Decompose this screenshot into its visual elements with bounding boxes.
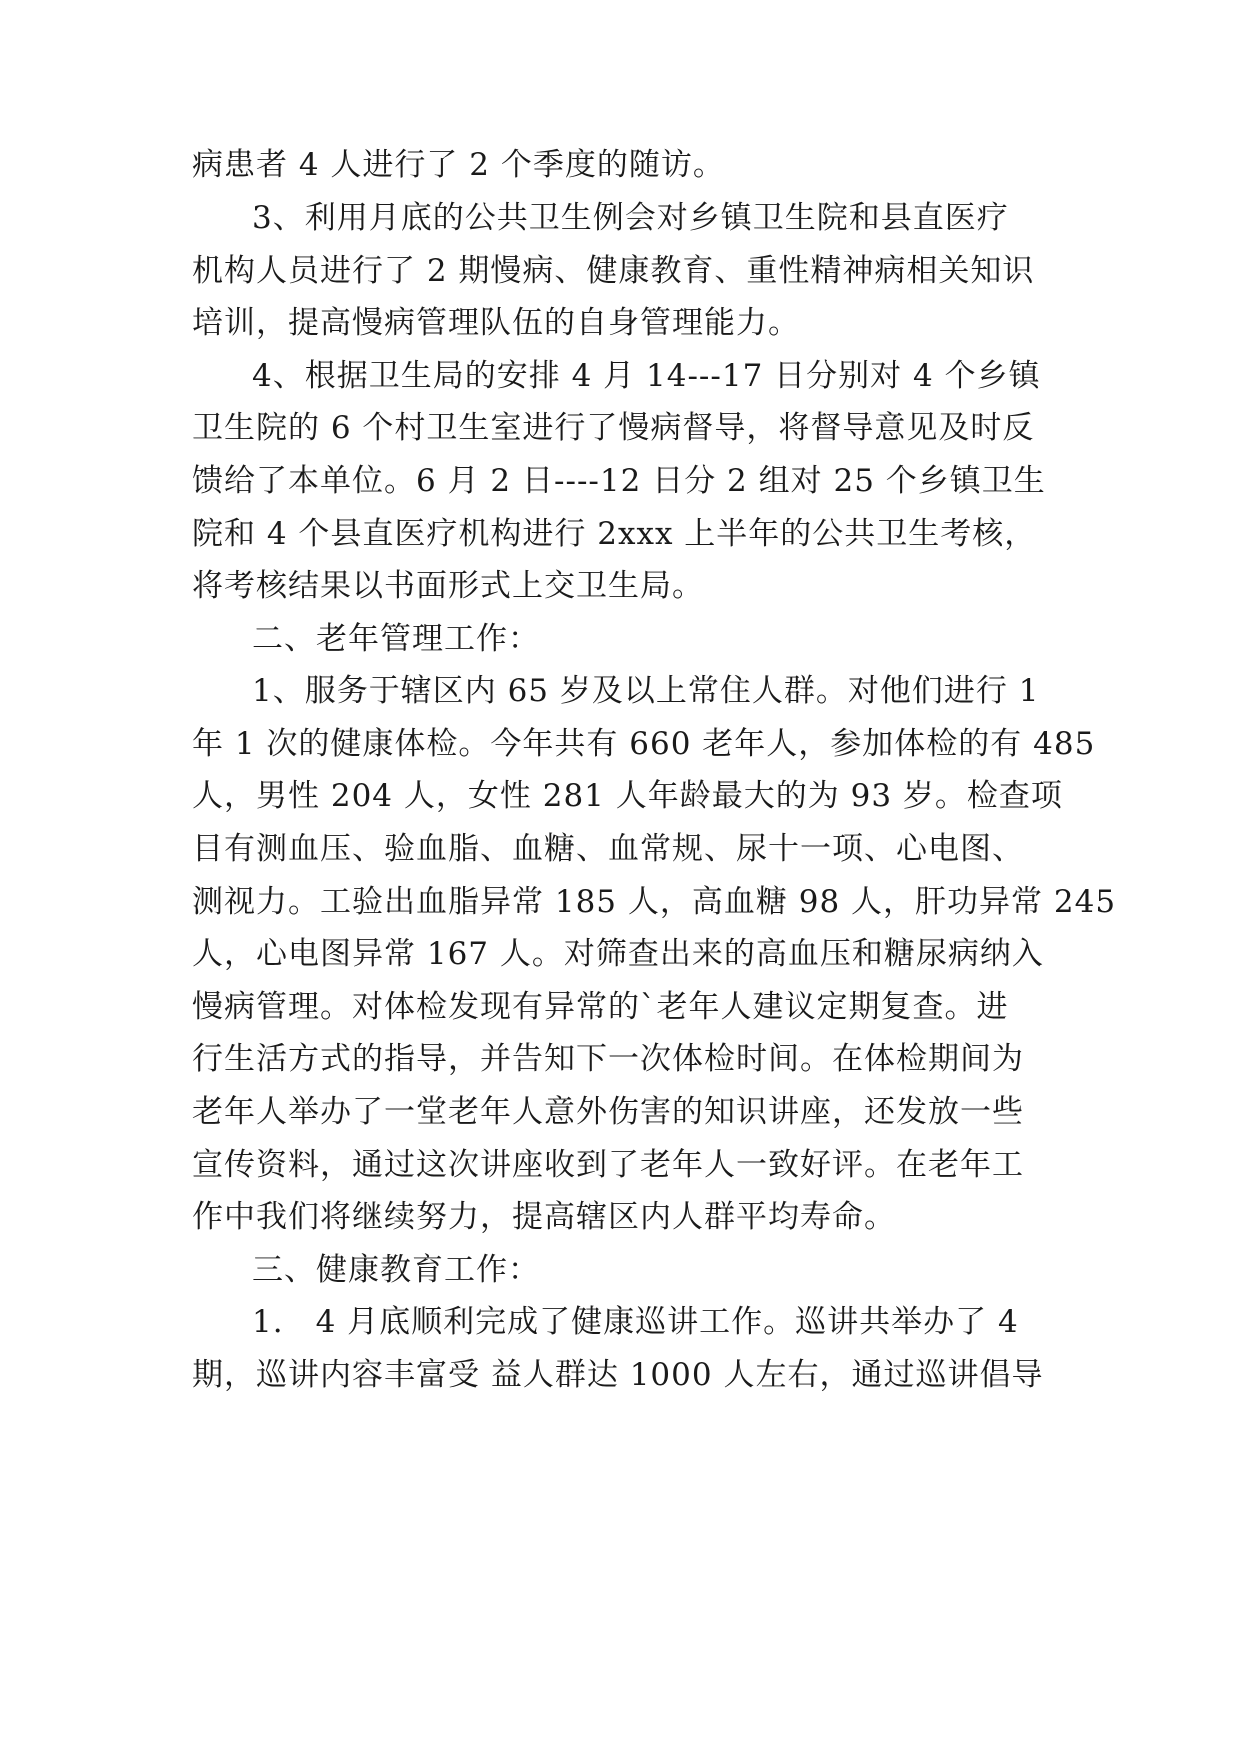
body-text-line: 院和 4 个县直医疗机构进行 2xxx 上半年的公共卫生考核， bbox=[192, 516, 1037, 552]
body-text-line: 测视力。工验出血脂异常 185 人，高血糖 98 人，肝功异常 245 bbox=[192, 884, 1117, 920]
body-text-line: 年 1 次的健康体检。今年共有 660 老年人，参加体检的有 485 bbox=[192, 726, 1096, 762]
section-heading: 二、老年管理工作： bbox=[252, 621, 540, 657]
body-text-line: 慢病管理。对体检发现有异常的`老年人建议定期复查。进 bbox=[192, 989, 1009, 1025]
body-text-line: 馈给了本单位。6 月 2 日----12 日分 2 组对 25 个乡镇卫生 bbox=[192, 463, 1046, 499]
body-text-line: 人，男性 204 人，女性 281 人年龄最大的为 93 岁。检查项 bbox=[192, 778, 1063, 814]
body-text-line: 卫生院的 6 个村卫生室进行了慢病督导，将督导意见及时反 bbox=[192, 410, 1035, 446]
body-text-line: 将考核结果以书面形式上交卫生局。 bbox=[192, 568, 704, 604]
body-text-line: 目有测血压、验血脂、血糖、血常规、尿十一项、心电图、 bbox=[192, 831, 1024, 867]
body-text-line: 3、利用月底的公共卫生例会对乡镇卫生院和县直医疗 bbox=[252, 200, 1009, 236]
section-heading: 三、健康教育工作： bbox=[252, 1252, 540, 1288]
body-text-line: 宣传资料，通过这次讲座收到了老年人一致好评。在老年工 bbox=[192, 1147, 1024, 1183]
body-text-line: 老年人举办了一堂老年人意外伤害的知识讲座，还发放一些 bbox=[192, 1094, 1024, 1130]
body-text-line: 培训，提高慢病管理队伍的自身管理能力。 bbox=[192, 305, 800, 341]
body-text-line: 人，心电图异常 167 人。对筛查出来的高血压和糖尿病纳入 bbox=[192, 936, 1044, 972]
body-text-line: 作中我们将继续努力，提高辖区内人群平均寿命。 bbox=[192, 1199, 896, 1235]
body-text-line: 病患者 4 人进行了 2 个季度的随访。 bbox=[192, 147, 725, 183]
body-text-line: 1、服务于辖区内 65 岁及以上常住人群。对他们进行 1 bbox=[252, 673, 1040, 709]
body-text-line: 4、根据卫生局的安排 4 月 14---17 日分别对 4 个乡镇 bbox=[252, 358, 1041, 394]
body-text-line: 机构人员进行了 2 期慢病、健康教育、重性精神病相关知识 bbox=[192, 253, 1035, 289]
body-text-line: 期，巡讲内容丰富受 益人群达 1000 人左右，通过巡讲倡导 bbox=[192, 1357, 1044, 1393]
body-text-line: 1. 4 月底顺利完成了健康巡讲工作。巡讲共举办了 4 bbox=[252, 1304, 1019, 1340]
body-text-line: 行生活方式的指导，并告知下一次体检时间。在体检期间为 bbox=[192, 1041, 1024, 1077]
